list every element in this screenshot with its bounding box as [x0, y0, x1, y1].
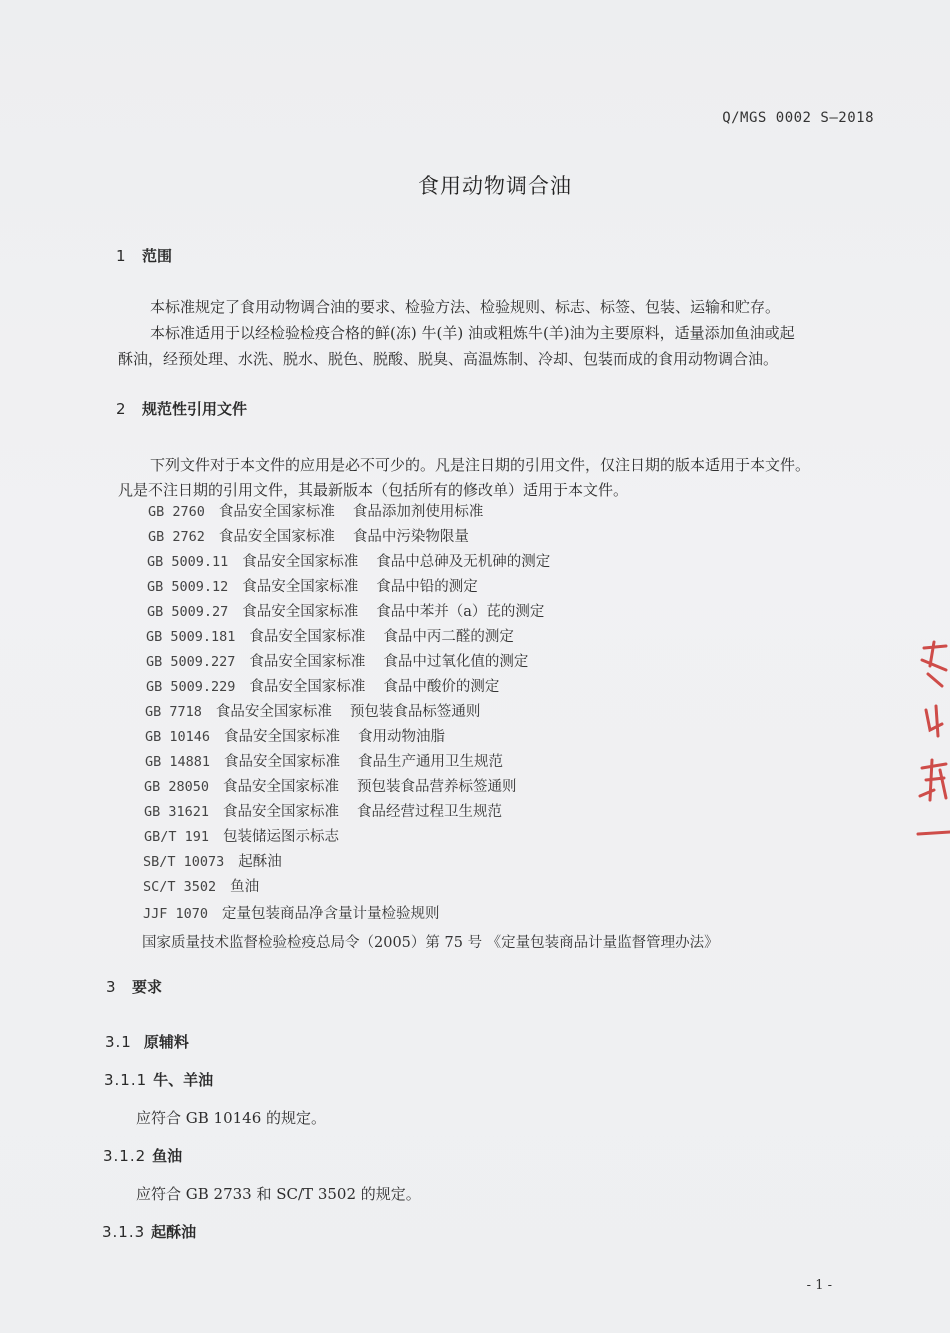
subsection-title: 牛、羊油 [153, 1071, 214, 1089]
scope-paragraph-2-line-1: 本标准适用于以经检验检疫合格的鲜(冻) 牛(羊) 油或粗炼牛(羊)油为主要原料，适量添加鱼油或起 [150, 324, 795, 342]
reference-item [146, 650, 528, 671]
reference-code: GB 10146 [145, 729, 211, 745]
reference-title: 包装储运图示标志 [223, 829, 340, 845]
reference-title: 食品中过氧化值的测定 [383, 654, 529, 670]
section-number: 1 [116, 247, 126, 265]
reference-item [145, 700, 480, 721]
subsection-3-1-3-heading [102, 1221, 196, 1242]
references-intro-line-1: 下列文件对于本文件的应用是必不可少的。凡是注日期的引用文件，仅注日期的版本适用于本文件。 [150, 456, 811, 474]
reference-code: GB 28050 [144, 779, 210, 795]
reference-title: 食品生产通用卫生规范 [358, 754, 504, 770]
reference-title: 定量包装商品净含量计量检验规则 [222, 906, 440, 922]
subsection-number: 3.1.3 [102, 1223, 146, 1241]
reference-code: JJF 1070 [143, 906, 209, 922]
reference-item [143, 850, 282, 871]
reference-item [143, 902, 440, 923]
reference-code: SC/T 3502 [143, 879, 217, 895]
reference-category: 食品安全国家标准 [223, 779, 340, 795]
reference-title: 食品中苯并（a）芘的测定 [376, 604, 545, 620]
reference-code: GB 7718 [145, 704, 202, 720]
reference-category: 食品安全国家标准 [224, 754, 341, 770]
reference-title: 食品中总砷及无机砷的测定 [376, 554, 551, 570]
reference-code: GB 5009.227 [146, 654, 236, 670]
section-3-heading [106, 976, 162, 997]
subsection-3-1-2-text: 应符合 GB 2733 和 SC/T 3502 的规定。 [136, 1185, 421, 1203]
subsection-number: 3.1.1 [104, 1071, 148, 1089]
section-title: 要求 [132, 978, 163, 996]
reference-category: 食品安全国家标准 [223, 804, 340, 820]
reference-item [146, 675, 499, 696]
reference-category: 食品安全国家标准 [215, 704, 332, 720]
reference-code: GB 5009.11 [147, 554, 229, 570]
scope-paragraph-1: 本标准规定了食用动物调合油的要求、检验方法、检验规则、标志、标签、包装、运输和贮存。 [150, 298, 781, 316]
reference-title: 预包装食品营养标签通则 [357, 779, 517, 795]
subsection-number: 3.1.2 [103, 1147, 147, 1165]
reference-title: 食品中丙二醛的测定 [383, 629, 514, 645]
subsection-3-1-2-heading [103, 1145, 182, 1166]
reference-code: SB/T 10073 [143, 854, 225, 870]
reference-title: 鱼油 [230, 879, 260, 895]
reference-item [145, 725, 445, 746]
section-2-heading [116, 398, 247, 419]
standard-code: Q/MGS 0002 S—2018 [722, 110, 874, 126]
reference-item [144, 775, 517, 796]
subsection-number: 3.1 [105, 1033, 132, 1051]
reference-code: GB 14881 [145, 754, 211, 770]
reference-code: GB 5009.181 [146, 629, 236, 645]
reference-title: 食品添加剂使用标准 [352, 504, 484, 520]
reference-category: 食品安全国家标准 [249, 629, 366, 645]
reference-category: 食品安全国家标准 [224, 729, 341, 745]
section-number: 3 [106, 978, 116, 996]
reference-title: 食品经营过程卫生规范 [357, 804, 503, 820]
reference-category: 食品安全国家标准 [242, 554, 359, 570]
subsection-title: 鱼油 [152, 1147, 183, 1165]
scope-paragraph-2-line-2: 酥油，经预处理、水洗、脱水、脱色、脱酸、脱臭、高温炼制、冷却、包装而成的食用动物调合油。 [118, 350, 779, 368]
red-seal-stamp [916, 640, 950, 840]
reference-item [144, 800, 502, 821]
reference-item [148, 500, 483, 521]
reference-item [144, 825, 339, 846]
document-title: 食用动物调合油 [418, 174, 572, 198]
reference-title: 食品中污染物限量 [352, 529, 469, 545]
subsection-title: 原辅料 [143, 1033, 189, 1051]
reference-title: 起酥油 [238, 854, 282, 870]
reference-code: GB 5009.12 [147, 579, 229, 595]
reference-code: GB 31621 [144, 804, 210, 820]
references-intro-line-2: 凡是不注日期的引用文件，其最新版本（包括所有的修改单）适用于本文件。 [118, 481, 629, 499]
reference-item [148, 525, 469, 546]
decree-reference: 国家质量技术监督检验检疫总局令（2005）第 75 号 《定量包装商品计量监督管理办法》 [142, 935, 719, 951]
reference-category: 食品安全国家标准 [249, 679, 366, 695]
reference-category: 食品安全国家标准 [249, 654, 366, 670]
page-number: - 1 - [806, 1278, 832, 1293]
subsection-3-1-1-heading [104, 1069, 213, 1090]
reference-category: 食品安全国家标准 [242, 579, 359, 595]
reference-item [146, 625, 514, 646]
reference-title: 预包装食品标签通则 [349, 704, 481, 720]
reference-code: GB 5009.27 [147, 604, 229, 620]
subsection-3-1-heading [105, 1031, 189, 1052]
reference-code: GB 2760 [148, 504, 205, 520]
reference-code: GB 2762 [148, 529, 205, 545]
reference-category: 食品安全国家标准 [218, 504, 335, 520]
reference-title: 食用动物油脂 [358, 729, 446, 745]
section-title: 范围 [142, 247, 173, 265]
reference-category: 食品安全国家标准 [242, 604, 359, 620]
section-title: 规范性引用文件 [142, 400, 248, 418]
section-1-heading [116, 245, 172, 266]
reference-category: 食品安全国家标准 [218, 529, 335, 545]
reference-title: 食品中酸价的测定 [383, 679, 500, 695]
reference-item [147, 550, 550, 571]
reference-item [147, 600, 544, 621]
reference-code: GB 5009.229 [146, 679, 236, 695]
subsection-3-1-1-text: 应符合 GB 10146 的规定。 [136, 1109, 327, 1127]
reference-title: 食品中铅的测定 [376, 579, 478, 595]
subsection-title: 起酥油 [151, 1223, 197, 1241]
reference-item [145, 750, 503, 771]
reference-item [143, 875, 259, 896]
section-number: 2 [116, 400, 126, 418]
reference-code: GB/T 191 [144, 829, 210, 845]
reference-item [147, 575, 478, 596]
